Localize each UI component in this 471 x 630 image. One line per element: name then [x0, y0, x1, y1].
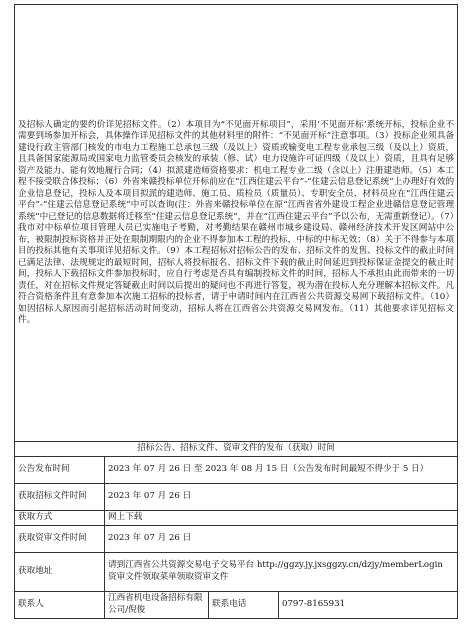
prequal-doc-time-value: 2023 年 07 月 26 日 [105, 525, 458, 552]
tender-doc-time-value: 2023 年 07 月 26 日 [105, 483, 458, 510]
section-header-row [15, 442, 458, 457]
tender-notes-text: 及招标人确定的要约价详见招标文件。（2）本项目为“不见面开标项目”，采用‘不见面开标’系统开标，投标企业不需要到场参加开标会，具体操作详见招标文件的其他材料里的附件：“不见面开标”注意事项。（3）投标企业须具备建设行政主管部门核发的市电力工程施工总承包三级（及以上）资质或输变电工程专业承包三级（及以上）资质，且具备国家能源局或国家电力监管委员会核发的承装（修、试）电力设施许可证四级（及以上）资质，且具有足够资产及能力、能有效地履行合同；（4）拟派建造师资格要求：机电工程专业二级（含以上）注册建造师。（5）本工程不接受联合体投标；（6）外省来赣投标单位开标前应在“江西住建云平台”-“住建云信息登记系统”上办理好有效的企业信息登记，投标人及本项目拟派的建造师、施工员、质检员（质量员）、专职安全员、材料员应在“江西住建云平台”-“住建云信息登记系统”中可以查询(注：外省来赣投标单位在原“江西省省外建设工程企业进赣信息登记管理系统”中已登记的信息数据将迁移至“住建云信息登记系统”，并在“江西住建云平台”予以公布，无需重新登记）。（7）我市对中标单位项目管理人员已实施电子考勤，对考勤结果在赣州市城乡建设局、赣州经济技术开发区网站中公布，被限制投标资格并正处在限制期限内的企业不得参加本工程的投标，中标的中标无效；（8）关于不得参与本项目的投标其他有关事项详见招标文件。（9）本工程招标对招标公告的发布、招标文件的发售、投标文件的截止时间已满足法律、法规规定的最短时间，招标人将投标报名、招标文件下载的截止时间延迟到投标保证金提交的截止时间，投标人下载招标文件参加投标时，应自行考虑是否具有编制投标文件的时间，招标人不承担由此而带来的一切责任，对在招标文件规定答疑截止时间以后提出的疑问也不再进行答复，视为潜在投标人充分理解本招标文件。凡符合资格条件且有意参加本次施工招标的投标者，请于申请时间内在江西省公共资源交易网下载招标文件。（10）如因招标人原因而引起招标活动时间变动，招标人将在江西省公共资源交易网发布。（11）其他要求详见招标文件。 [15, 5, 458, 442]
contact-row [15, 591, 458, 618]
prequal-doc-time-label: 获取资审文件时间 [15, 525, 105, 552]
method-row [15, 510, 458, 525]
phone-value: 0797-8165931 [279, 591, 458, 618]
contact-value: 江西省机电设备招标有限公司/倪俊 [105, 591, 209, 618]
publish-period-label: 公告发布时间 [15, 456, 105, 483]
address-label: 获取地址 [15, 552, 105, 591]
notes-row [15, 5, 458, 442]
tender-doc-time-row [15, 483, 458, 510]
address-value: 请到江西省公共资源交易电子交易平台 http://ggzy.jy.jxsggzy.cn/dzjy/memberLogin 资审文件领取菜单领取资审文件 [105, 552, 458, 591]
prequal-doc-time-row [15, 525, 458, 552]
tender-doc-time-label: 获取招标文件时间 [15, 483, 105, 510]
publish-period-row [15, 456, 458, 483]
contact-label: 联系人 [15, 591, 105, 618]
section-header: 招标公告、招标文件、资审文件的发布（获取）时间 [15, 442, 458, 457]
tender-info-table [14, 4, 458, 619]
method-value: 网上下载 [105, 510, 458, 525]
address-row [15, 552, 458, 591]
publish-period-value: 2023 年 07 月 26 日 至 2023 年 08 月 15 日（公告发布时间最短不得少于 5 日） [105, 456, 458, 483]
phone-label: 联系电话 [209, 591, 279, 618]
method-label: 获取方式 [15, 510, 105, 525]
